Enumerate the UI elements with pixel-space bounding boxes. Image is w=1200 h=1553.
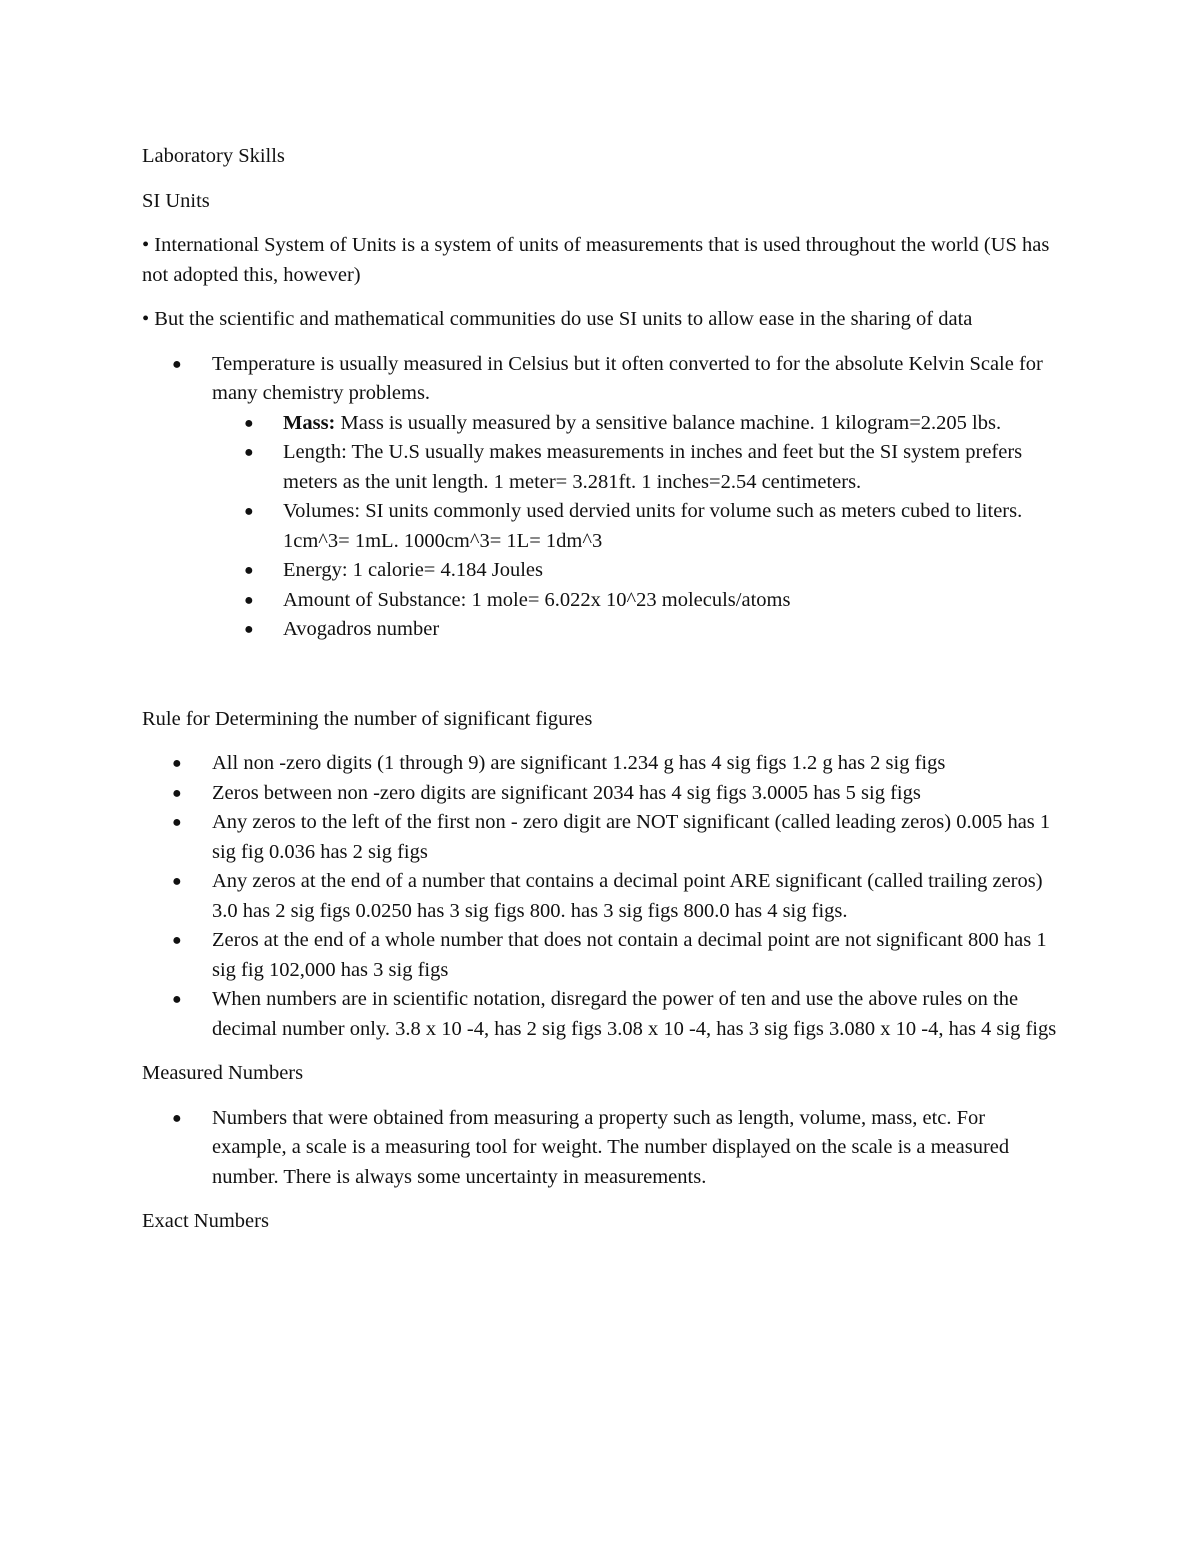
bullet-icon: ● (172, 355, 182, 373)
bullet-icon: ● (172, 814, 182, 831)
list-item (142, 867, 1057, 926)
bullet-icon: ● (244, 562, 254, 579)
measured-numbers-text: Numbers that were obtained from measuring a property such as length, volume, mass, etc. For example, a scale is a measuring tool for weight. The number displayed on the scale is a measured number. There is always some uncertainty in measurements. (212, 1106, 1010, 1188)
list-item (142, 1104, 1057, 1193)
spacer (142, 1192, 1057, 1207)
list-item-energy (142, 556, 1057, 586)
bullet-icon: ● (172, 755, 182, 772)
bullet-icon: ● (172, 932, 182, 949)
sig-fig-rule-1: All non -zero digits (1 through 9) are significant 1.234 g has 4 sig figs 1.2 g has 2 sig figs (212, 752, 946, 774)
avogadro-text: Avogadros number (283, 618, 440, 640)
length-text: Length: The U.S usually makes measurements in inches and feet but the SI system prefers meters as the unit length. 1 meter= 3.281ft. 1 inches=2.54 centimeters. (283, 441, 1023, 493)
document-page (142, 142, 1057, 1252)
si-paragraph-1: • International System of Units is a system of units of measurements that is used throughout the world (US has not adopted this, however) (142, 234, 1050, 286)
sig-figs-heading: Rule for Determining the number of significant figures (142, 707, 593, 730)
spacer (142, 1044, 1057, 1059)
sig-fig-rule-5: Zeros at the end of a whole number that does not contain a decimal point are not significant 800 has 1 sig fig 102,000 has 3 sig figs (212, 929, 1047, 981)
list-item-mass (142, 409, 1057, 439)
list-item-avogadro (142, 615, 1057, 645)
list-item-temperature (142, 350, 1057, 409)
list-item (142, 985, 1057, 1044)
list-item (142, 749, 1057, 779)
list-item-length (142, 438, 1057, 497)
bullet-icon: ● (244, 414, 254, 432)
bullet-icon: ● (244, 444, 254, 461)
sig-figs-list (142, 749, 1057, 1044)
bullet-icon: ● (172, 991, 182, 1008)
si-units-list (142, 350, 1057, 409)
bullet-icon: ● (172, 873, 182, 890)
sig-fig-rule-3: Any zeros to the left of the first non - zero digit are NOT significant (called leading zeros) 0.005 has 1 sig fig 0.036 has 2 sig figs (212, 811, 1051, 863)
mass-text: Mass is usually measured by a sensitive balance machine. 1 kilogram=2.205 lbs. (335, 411, 1002, 434)
spacer (142, 645, 1057, 705)
si-units-sublist (142, 409, 1057, 645)
bullet-icon: ● (244, 503, 254, 520)
si-paragraph-2: • But the scientific and mathematical communities do use SI units to allow ease in the sharing of data (142, 308, 973, 330)
mass-label: Mass: (283, 411, 336, 434)
si-units-heading: SI Units (142, 189, 210, 212)
volumes-text: Volumes: SI units commonly used dervied units for volume such as meters cubed to liters. 1cm^3= 1mL. 1000cm^3= 1L= 1dm^3 (283, 500, 1023, 552)
amount-text: Amount of Substance: 1 mole= 6.022x 10^23 moleculs/atoms (283, 588, 791, 611)
energy-text: Energy: 1 calorie= 4.184 Joules (283, 559, 543, 581)
measured-numbers-list (142, 1104, 1057, 1193)
list-item (142, 779, 1057, 809)
list-item (142, 808, 1057, 867)
temperature-text: Temperature is usually measured in Celsius but it often converted to for the absolute Kelvin Scale for many chemistry problems. (212, 352, 1043, 404)
list-item (142, 926, 1057, 985)
document-title: Laboratory Skills (142, 145, 285, 167)
bullet-icon: ● (172, 784, 182, 802)
list-item-volumes (142, 497, 1057, 556)
exact-numbers-heading: Exact Numbers (142, 1210, 269, 1232)
sig-fig-rule-4: Any zeros at the end of a number that contains a decimal point ARE significant (called trailing zeros) 3.0 has 2 sig figs 0.0250 has 3 sig figs 800. has 3 sig figs 800.0 has 4 sig figs. (212, 870, 1043, 922)
sig-fig-rule-6: When numbers are in scientific notation, disregard the power of ten and use the above rules on the decimal number only. 3.8 x 10 -4, has 2 sig figs 3.08 x 10 -4, has 3 sig figs 3.080 x 10 -4, has 4 sig figs (212, 988, 1057, 1040)
bullet-icon: ● (244, 591, 254, 609)
list-item-amount (142, 586, 1057, 616)
sig-fig-rule-2: Zeros between non -zero digits are significant 2034 has 4 sig figs 3.0005 has 5 sig figs (212, 781, 921, 804)
measured-numbers-heading: Measured Numbers (142, 1062, 304, 1084)
bullet-icon: ● (244, 621, 254, 638)
bullet-icon: ● (172, 1109, 182, 1127)
